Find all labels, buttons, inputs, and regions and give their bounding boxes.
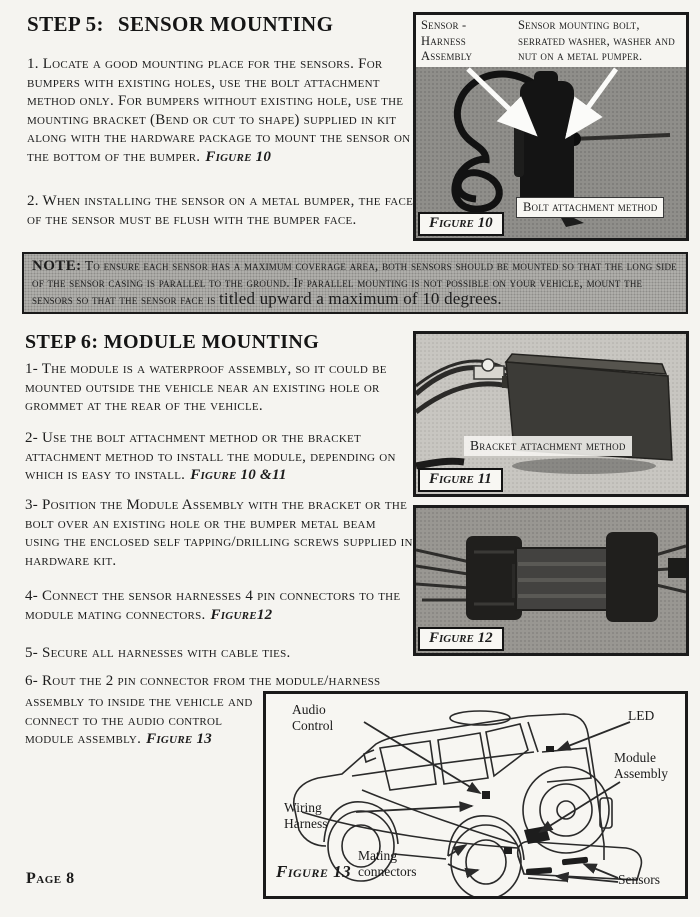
step5-heading-label: STEP 5: bbox=[27, 12, 104, 36]
figure-12-caption: Figure 12 bbox=[418, 627, 504, 651]
led-label: LED bbox=[628, 708, 655, 723]
step6-para-3 bbox=[25, 496, 413, 570]
figure-13-caption: Figure 13 bbox=[276, 862, 352, 881]
step6-para-1 bbox=[25, 360, 413, 416]
audio-control-label: Audio Control bbox=[292, 702, 334, 733]
figure-12 bbox=[413, 505, 689, 656]
step6-para-6-line1-text: 6- Rout the 2 pin connector from the module/harness bbox=[25, 673, 381, 689]
note-text: To ensure each sensor has a maximum coverage area, both sensors should be mounted so that the long side of the sensor casing is parallel to the ground. If parallel mounting is not possible on your vehicle, mount the sensors so that the sensor face is bbox=[32, 258, 677, 307]
note-box bbox=[22, 252, 688, 314]
figure-13-reference: Figure 13 bbox=[146, 731, 212, 748]
step5-heading-title: SENSOR MOUNTING bbox=[117, 12, 334, 36]
step6-para-6-line1 bbox=[25, 672, 425, 691]
figure-11 bbox=[413, 331, 689, 497]
figure-13 bbox=[263, 691, 688, 899]
note-label: NOTE: bbox=[32, 258, 82, 274]
step6-para-3-text: 3- Position the Module Assembly with the bracket or the bolt over an existing hole or the bumper metal beam using the enclosed self tapping/drilling screws supplied in hardware kit. bbox=[25, 497, 413, 569]
mounting-bolt-label: Sensor mounting bolt, serrated washer, washer and nut on a metal pumper. bbox=[518, 18, 675, 63]
step6-para-2 bbox=[25, 429, 413, 485]
figure-10-label-band bbox=[416, 15, 686, 67]
step6-heading-text: STEP 6: MODULE MOUNTING bbox=[25, 331, 320, 353]
figure-11-caption: Figure 11 bbox=[418, 468, 503, 492]
sensor-harness-assembly-label: Sensor - Harness Assembly bbox=[421, 18, 473, 63]
mating-connectors-label: Mating connectors bbox=[358, 848, 417, 879]
sensors-label: Sensors bbox=[618, 872, 661, 887]
figure-10-reference: Figure 10 bbox=[205, 148, 272, 165]
bolt-attachment-method-label: Bolt attachment method bbox=[516, 197, 664, 218]
step5-heading bbox=[27, 12, 333, 37]
step6-para-2-text: 2- Use the bolt attachment method or the bracket attachment method to install the module, depending on which is easy to install. bbox=[25, 430, 396, 484]
figure-10-11-reference: Figure 10 &11 bbox=[190, 467, 287, 484]
wiring-harness-label: Wiring Harness bbox=[284, 800, 328, 831]
step6-para-5 bbox=[25, 644, 413, 663]
step6-para-5-text: 5- Secure all harnesses with cable ties. bbox=[25, 645, 291, 661]
step6-para-4 bbox=[25, 587, 413, 624]
note-text-tail: titled upward a maximum of 10 degrees. bbox=[219, 289, 502, 308]
module-assembly-label: Module Assembly bbox=[614, 750, 668, 781]
page-number: Page 8 bbox=[26, 870, 75, 887]
step5-para-2 bbox=[27, 192, 415, 229]
bracket-attachment-method-label: Bracket attachment method bbox=[464, 436, 632, 456]
figure-10 bbox=[413, 12, 689, 241]
figure-10-caption: Figure 10 bbox=[418, 212, 504, 236]
step5-para-2-text: 2. When installing the sensor on a metal bumper, the face of the sensor must be flush with the bumper face. bbox=[27, 193, 414, 228]
step5-para-1 bbox=[27, 55, 415, 167]
figure-12-reference: Figure12 bbox=[210, 606, 273, 623]
step6-heading bbox=[25, 331, 319, 354]
step5-para-1-text: 1. Locate a good mounting place for the sensors. For bumpers with existing holes, use the bolt attachment method only. For bumpers without existing hole, use the mounting bracket (Bend or cut to shape) supplied in kit along with the hardware package to mount the sensor on the bottom of the bumper. bbox=[27, 56, 411, 165]
step6-para-1-text: 1- The module is a waterproof assembly, so it could be mounted outside the vehicle near an existing hole or grommet at the rear of the vehicle. bbox=[25, 361, 387, 415]
step6-para-4-text: 4- Connect the sensor harnesses 4 pin connectors to the module mating connectors. bbox=[25, 588, 401, 623]
step6-para-6-rest-text: assembly to inside the vehicle and connect to the audio control module assembly. bbox=[25, 694, 253, 748]
step6-para-6-rest bbox=[25, 693, 263, 749]
